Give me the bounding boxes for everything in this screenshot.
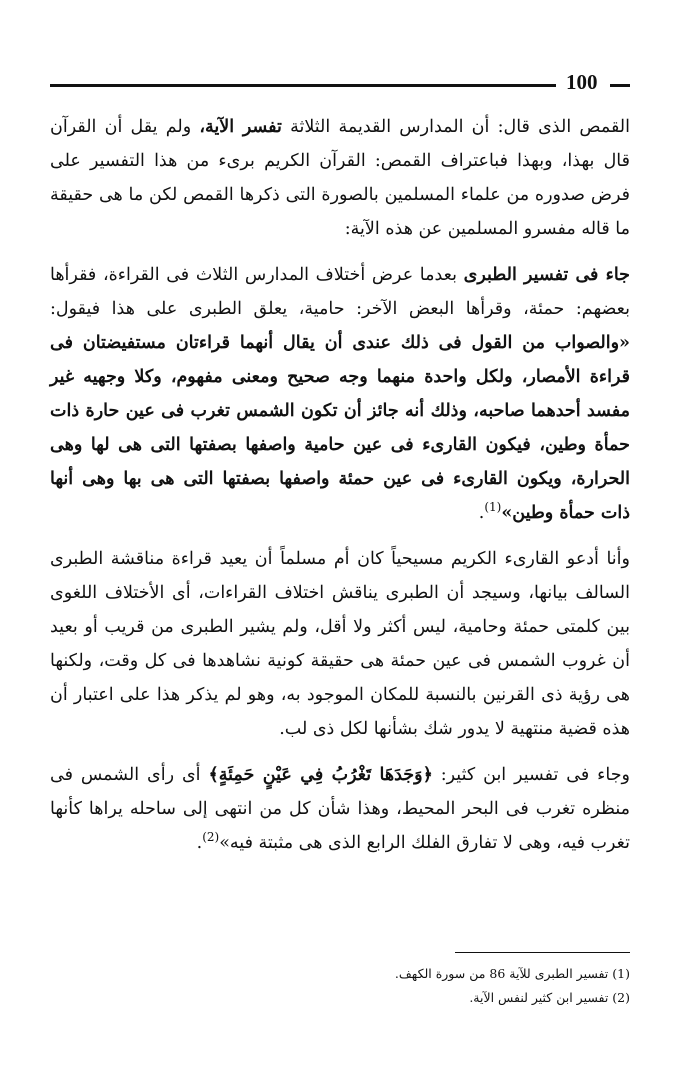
footnote-ref: (2) xyxy=(202,830,220,845)
header-rule xyxy=(50,84,556,87)
footnote-rule xyxy=(455,952,630,953)
body-text xyxy=(50,110,630,872)
bold-text: تفسر الآية، xyxy=(199,117,282,137)
page-header xyxy=(50,68,630,98)
bold-text: ﴿وَجَدَهَا تَغْرُبُ فِي عَيْنٍ حَمِئَةٍ﴾ xyxy=(208,765,433,785)
footnote: (2) تفسير ابن كثير لنفس الآية. xyxy=(469,990,630,1005)
page-number: 100 xyxy=(566,70,598,94)
bold-text: «والصواب من القول فى ذلك عندى أن يقال أنهما قراءتان مستفيضتان فى قراءة الأمصار، ولكل واحدة منهما وجه صحيح ومعنى مفهوم، وكلا وجهيه غير مفسد أحدهما صاحبه، وذلك أنه جائز أن تكون الشمس تغرب فى عين حارة ذات حمأة وطين، فيكون القارىء فى عين حامية واصفها بصفتها التى هى لها وهى الحرارة، ويكون القارىء فى عين حمئة واصفها بصفتها التى هى بها وهى أنها ذات حمأة وطين» xyxy=(50,333,630,523)
text-run: بعدما عرض أختلاف المدارس الثلاث فى القراءة، فقرأها بعضهم: حمئة، وقرأها البعض الآخر: حامية، يعلق الطبرى على هذا فيقول: xyxy=(50,265,630,319)
paragraph xyxy=(50,542,630,746)
text-run: أى رأى الشمس فى منظره تغرب فى البحر المحيط، وهذا شأن كل من انتهى إلى ساحله يراها كأنها تغرب فيه، وهى لا تفارق الفلك الرابع الذى هى مثبتة فيه» xyxy=(50,765,630,853)
footnote-list xyxy=(50,962,630,1010)
bold-text: جاء فى تفسير الطبرى xyxy=(463,265,630,285)
text-run: وأنا أدعو القارىء الكريم مسيحياً كان أم مسلماً أن يعيد قراءة مناقشة الطبرى السالف بيانها، وسيجد أن الطبرى يناقش اختلاف القراءات، أى الأختلاف اللغوى بين كلمتى حمئة وحامية، ليس أكثر ولا أقل، ولم يشير الطبرى من قريب أو بعيد أن غروب الشمس فى عين حمئة هى حقيقة كونية نشاهدها فى كل وقت، ولكنها هى رؤية ذى القرنين بالنسبة للمكان الموجود به، وهو لم يذكر هذا على اعتبار أن هذه قضية منتهية لا يدور شك بشأنها لكل ذى لب. xyxy=(50,549,630,739)
text-run: وجاء فى تفسير ابن كثير: xyxy=(432,765,630,785)
page-number-dash xyxy=(610,84,630,87)
text-run: . xyxy=(196,833,203,853)
text-run: القمص الذى قال: أن المدارس القديمة الثلاثة xyxy=(281,117,631,137)
footnote: (1) تفسير الطبرى للآية 86 من سورة الكهف. xyxy=(394,966,630,981)
text-run: . xyxy=(478,503,485,523)
paragraph xyxy=(50,758,630,860)
footnote-ref: (1) xyxy=(484,500,502,515)
paragraph xyxy=(50,258,630,530)
paragraph xyxy=(50,110,630,246)
text-run: ولم يقل أن القرآن قال بهذا، وبهذا فباعتراف القمص: القرآن الكريم برىء من هذا التفسير على فرض صدوره من علماء المسلمين بالصورة التى ذكرها القمص لكن ما هى حقيقة ما قاله مفسرو المسلمين عن هذه الآية: xyxy=(50,117,630,239)
